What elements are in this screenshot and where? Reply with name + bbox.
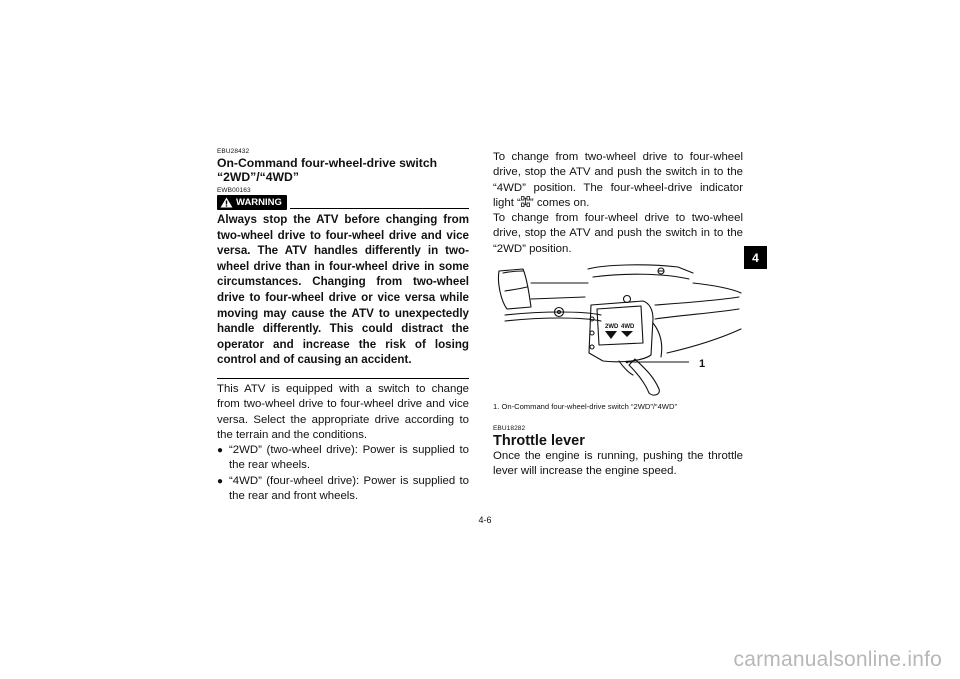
warning-badge: WARNING xyxy=(217,195,287,210)
list-item: ● “4WD” (four-wheel drive): Power is supplied to the rear and front wheels. xyxy=(217,474,469,503)
left-column xyxy=(217,148,469,504)
warning-text: Always stop the ATV before changing from two-wheel drive to four-wheel drive and vice versa. The ATV handles differently in two-wheel drive than in four-wheel drive in some circumstances. Changing from two-wheel drive to four-wheel drive or vice versa while moving may cause the ATV to unexpectedly handle differently. This could distract the operator and increase the risk of losing control and of causing an accident. xyxy=(217,213,469,367)
list-item: ● “2WD” (two-wheel drive): Power is supplied to the rear wheels. xyxy=(217,444,469,472)
paragraph-4wd: To change from two-wheel drive to four-wheel drive, stop the ATV and push the switch in to the “4WD” position. The four-wheel-drive indicator light “ ” comes on. xyxy=(493,151,743,209)
section-code: EBU28432 xyxy=(217,148,250,155)
switch-label-4wd: 4WD xyxy=(621,324,635,331)
switch-button-2wd xyxy=(605,331,617,339)
figure-caption: 1. On-Command four-wheel-drive switch “2WD”/“4WD” xyxy=(493,402,677,412)
paragraph-2wd: To change from four-wheel drive to two-wheel drive, stop the ATV and push the switch in to the “2WD” position. xyxy=(493,212,743,255)
watermark: carmanualsonline.info xyxy=(733,648,942,671)
four-wheel-drive-indicator-icon xyxy=(521,196,530,207)
right-column xyxy=(493,150,743,480)
section-title: Throttle lever xyxy=(493,433,585,450)
switch-figure xyxy=(493,263,743,398)
chapter-tab: 4 xyxy=(744,246,767,269)
section-title: On-Command four-wheel-drive switch “2WD”/“4WD” xyxy=(217,156,438,184)
switch-button-4wd xyxy=(621,331,633,337)
warning-code: EWB00163 xyxy=(217,187,251,194)
section-code: EBU18282 xyxy=(493,425,526,433)
body-paragraph: This ATV is equipped with a switch to change from two-wheel drive to four-wheel drive and vice versa. Select the appropriate drive according to the terrain and the conditions. xyxy=(217,382,469,441)
bullet-icon: ● xyxy=(217,475,224,487)
warning-header xyxy=(217,195,469,210)
callout-number: 1 xyxy=(699,358,706,371)
warning-triangle-icon xyxy=(220,197,233,208)
drive-mode-list xyxy=(217,443,469,504)
switch-label-2wd: 2WD xyxy=(605,324,619,331)
switch-labels xyxy=(605,324,635,339)
throttle-paragraph: Once the engine is running, pushing the throttle lever will increase the engine speed. xyxy=(493,450,743,478)
warning-end-rule xyxy=(217,378,469,379)
bullet-icon: ● xyxy=(217,445,224,457)
warning-rule xyxy=(290,208,469,209)
handlebar-switch-illustration xyxy=(493,263,743,398)
page-number: 4-6 xyxy=(478,515,492,525)
callout-dot xyxy=(626,361,629,364)
